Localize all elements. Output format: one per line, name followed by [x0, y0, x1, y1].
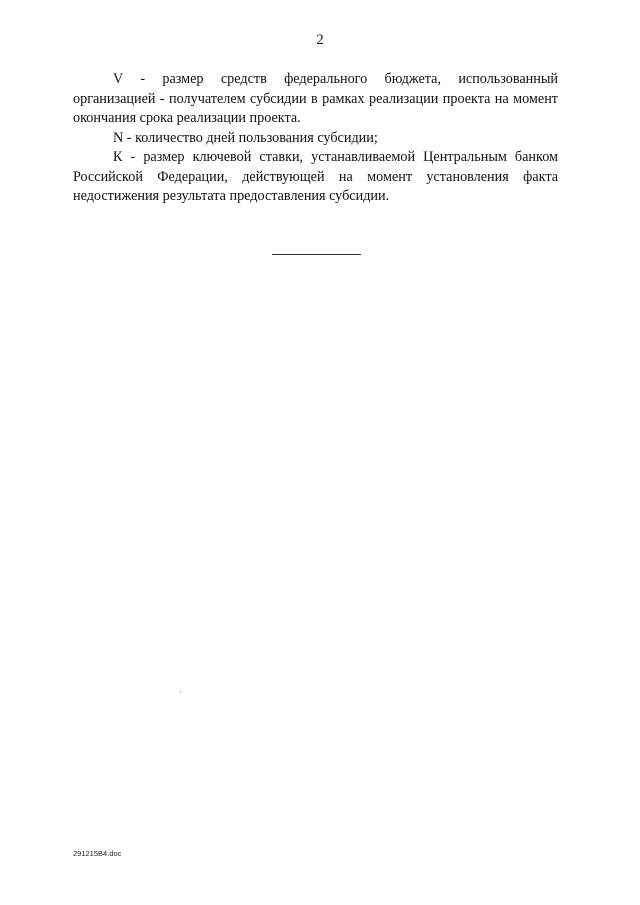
paragraph-v-definition: V - размер средств федерального бюджета, использованный организацией - получателем субсидии в рамках реализации проекта на момент окончания срока реализации проекта. [73, 71, 558, 126]
end-divider-line [272, 254, 361, 255]
paragraph-n-definition: N - количество дней пользования субсидии; [113, 129, 378, 146]
paragraph-k-definition: К - размер ключевой ставки, устанавливаемой Центральным банком Российской Федерации, действующей на момент установления факта недостижения результата предоставления субсидии. [73, 149, 558, 204]
scan-speck [180, 691, 181, 692]
page-number: 2 [316, 32, 324, 48]
document-body [73, 70, 558, 207]
footer-filename: 291215В4.doc [73, 849, 122, 858]
